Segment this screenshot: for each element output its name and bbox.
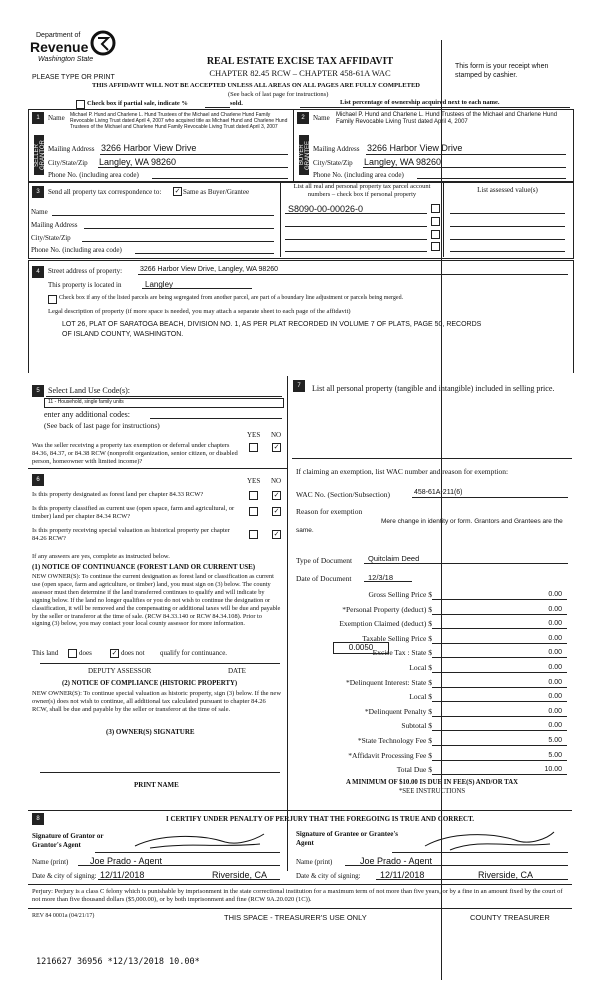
grantor-signature-icon xyxy=(130,828,270,854)
personal-property-checkbox-1[interactable] xyxy=(431,204,440,213)
logo-line2: Revenue xyxy=(30,39,89,55)
section-3-badge: 3 xyxy=(32,186,44,198)
land-use-code: 11 - Household, single family units xyxy=(48,399,124,405)
grantee-sig-label: Signature of Grantee or Grantee's Agent xyxy=(296,830,399,847)
personal-property-checkbox-2[interactable] xyxy=(431,217,440,226)
grantor-city: Riverside, CA xyxy=(212,870,268,880)
tax-row-label: Exemption Claimed (deduct) $ xyxy=(339,619,432,629)
buyer-side-label: BUYER GRANTEE xyxy=(299,135,309,175)
certify-title: I CERTIFY UNDER PENALTY OF PERJURY THAT THE FOREGOING IS TRUE AND CORRECT. xyxy=(165,815,474,823)
compliance-title: (2) NOTICE OF COMPLIANCE (HISTORIC PROPERTY) xyxy=(62,680,238,687)
tax-row-label: Local $ xyxy=(409,663,432,672)
tax-row-value: 0.00 xyxy=(548,605,562,613)
form-chapter: CHAPTER 82.45 RCW – CHAPTER 458-61A WAC xyxy=(209,68,391,78)
grantee-print-name: Joe Prado - Agent xyxy=(360,856,433,866)
same-as-buyer-checkbox[interactable]: ✓ xyxy=(174,187,181,195)
receipt-note: This form is your receipt when stamped by cashier. xyxy=(455,63,549,79)
forest-q2-no[interactable]: ✓ xyxy=(273,507,280,515)
tax-row-label: Total Due $ xyxy=(396,765,432,775)
buyer-mailing: 3266 Harbor View Drive xyxy=(367,143,463,153)
tax-row-label: Excise Tax : State $ xyxy=(372,648,432,658)
tax-row-value: 0.00 xyxy=(548,649,562,657)
section-4-badge: 4 xyxy=(32,266,44,278)
tax-row-label: Subtotal $ xyxy=(401,721,432,731)
exemption-reason: Mere change in identity or form. Grantors and Grantees are the same. xyxy=(296,518,563,534)
partial-sale-label: Check box if partial sale, indicate % xyxy=(87,100,188,107)
tax-row-label: *Affidavit Processing Fee $ xyxy=(348,750,432,760)
section-property xyxy=(28,260,574,373)
section-1-badge: 1 xyxy=(32,112,44,124)
forest-q1-no[interactable]: ✓ xyxy=(273,491,280,499)
tax-row-label: Gross Selling Price $ xyxy=(368,590,432,599)
seller-name: Michael P. Hund and Charlene L. Hund Trustees of the Michael and Charlene Hund Family Revocable Living Trust dated April 4, 2007 who acquired title as Michael Hund and Charlene Hund Trustees of the Michael and Charlene Hund Family Revocable Living Trust dated April 3, 2007 xyxy=(70,112,288,130)
tax-row-value: 0.00 xyxy=(548,664,562,671)
see-instructions: *SEE INSTRUCTIONS xyxy=(398,788,466,795)
land-use-see-back: (See back of last page for instructions) xyxy=(44,421,160,430)
personal-property-label: List all personal property (tangible and intangible) included in selling price. xyxy=(312,384,555,393)
section-7-badge: 7 xyxy=(293,380,305,392)
tax-row-value: 0.00 xyxy=(548,634,562,642)
tax-row-label: *Personal Property (deduct) $ xyxy=(342,604,432,614)
does-checkbox[interactable] xyxy=(68,649,77,658)
ownership-note: List percentage of ownership acquired next to each name. xyxy=(340,99,500,106)
exemption-yes-checkbox[interactable] xyxy=(249,443,258,452)
exemption-no-checkbox[interactable]: ✓ xyxy=(273,443,280,451)
section-5-badge: 5 xyxy=(32,385,44,397)
tax-row-value: 0.00 xyxy=(548,620,562,628)
document-type: Quitclaim Deed xyxy=(368,554,420,563)
dor-logo xyxy=(30,30,120,70)
grantee-date: 12/11/2018 xyxy=(380,870,425,880)
tax-row-value: 0.00 xyxy=(548,678,562,686)
exemption-claim-label: If claiming an exemption, list WAC number and reason for exemption: xyxy=(296,467,509,476)
buyer-name: Michael P. Hund and Charlene L. Hund Trustees of the Michael and Charlene Hund Family Revocable Living Trust dated April 4, 2007 xyxy=(336,112,558,125)
logo-mark-icon xyxy=(90,30,116,56)
property-located: Langley xyxy=(145,280,174,289)
forest-q1: Is this property designated as forest land per chapter 84.33 RCW? xyxy=(32,491,204,498)
document-date: 12/3/18 xyxy=(368,573,394,582)
personal-property-checkbox-4[interactable] xyxy=(431,242,440,251)
legal-label: Legal description of property (if more space is needed, you may attach a separate sheet to each page of the affidavit) xyxy=(48,308,351,315)
forest-q2-yes[interactable] xyxy=(249,507,258,516)
tax-row-label: Local $ xyxy=(409,692,432,702)
segregated-label: Check box if any of the listed parcels are being segregated from another parcel, are part of a boundary line adjustment or parcels being merged. xyxy=(59,295,404,301)
grantor-date: 12/11/2018 xyxy=(100,870,145,880)
does-not-checkbox[interactable]: ✓ xyxy=(111,649,118,657)
corr-label: Send all property tax correspondence to: xyxy=(48,188,162,196)
local-rate: 0.0050 xyxy=(348,643,374,652)
tax-row-value: 0.00 xyxy=(548,722,562,730)
deputy-date: DATE xyxy=(228,667,246,675)
see-back-top: (See back of last page for instructions) xyxy=(228,91,329,98)
please-type: PLEASE TYPE OR PRINT xyxy=(32,74,115,81)
section-2-badge: 2 xyxy=(297,112,309,124)
print-name-label: PRINT NAME xyxy=(134,781,179,789)
forest-q2: Is this property classified as current use (open space, farm and agricultural, or timber) land per chapter 84.34 RCW? xyxy=(32,505,235,520)
form-title: REAL ESTATE EXCISE TAX AFFIDAVIT xyxy=(206,56,394,67)
grantor-print-name: Joe Prado - Agent xyxy=(90,856,163,866)
grantee-city: Riverside, CA xyxy=(478,870,534,880)
property-street: 3266 Harbor View Drive, Langley, WA 98260 xyxy=(140,266,279,273)
seller-city: Langley, WA 98260 xyxy=(99,157,177,167)
land-use-select[interactable] xyxy=(44,398,284,408)
segregated-checkbox[interactable] xyxy=(48,295,57,304)
tax-row-label: *Delinquent Penalty $ xyxy=(364,706,432,716)
local-rate-box xyxy=(333,642,389,654)
deputy-assessor: DEPUTY ASSESSOR xyxy=(88,667,152,675)
partial-sale-checkbox[interactable] xyxy=(76,100,85,109)
owner-signature-label: (3) OWNER(S) SIGNATURE xyxy=(106,728,195,736)
tax-row-label: Taxable Selling Price $ xyxy=(362,633,432,643)
tax-row-value: 0.00 xyxy=(548,693,562,701)
continuance-text: NEW OWNER(S): To continue the current designation as forest land or classification as current use (open space, farm and agriculture, or timber) land, you must sign on (3) below. The county assessor must then determine if the land transferred continues to qualify and will indicate by signing below. If the land no longer qualifies or you do not wish to continue the designation or classification, it will be removed and the compensating or additional taxes will be due and payable by the seller or transferor at the time of sale. (RCW 84.33.140 or RCW 84.34.108). Prior to signing (3) below, you may contact your local county assessor for more information. xyxy=(32,573,281,628)
wac-number: 458-61A-211(6) xyxy=(414,489,463,496)
exemption-question: Was the seller receiving a property tax exemption or deferral under chapters 84.36, 84.37, or 84.38 RCW (nonprofit organization, senior citizen, or disabled person, homeowner with limited income)? xyxy=(32,442,238,465)
buyer-city: Langley, WA 98260 xyxy=(364,157,442,167)
assessed-header: List assessed value(s) xyxy=(477,186,538,194)
minimum-notice: A MINIMUM OF $10.00 IS DUE IN FEE(S) AND/OR TAX xyxy=(345,779,519,786)
tax-row-value: 0.00 xyxy=(548,707,562,715)
forest-q3-no[interactable]: ✓ xyxy=(273,530,280,538)
forest-q1-yes[interactable] xyxy=(249,491,258,500)
forest-q3-yes[interactable] xyxy=(249,530,258,539)
section-6-badge: 6 xyxy=(32,474,44,486)
seller-side-label: SELLER GRANTOR xyxy=(34,135,44,175)
if-any-yes: If any answers are yes, complete as instructed below. xyxy=(32,553,170,560)
warning-text: THIS AFFIDAVIT WILL NOT BE ACCEPTED UNLESS ALL AREAS ON ALL PAGES ARE FULLY COMPLETED xyxy=(92,82,420,89)
county-treasurer: COUNTY TREASURER xyxy=(470,913,550,922)
grantor-sig-label: Signature of Grantor or Grantor's Agent xyxy=(32,832,104,849)
tax-row-value: 10.00 xyxy=(544,766,562,774)
logo-line3: Washington State xyxy=(38,56,94,63)
legal-description: LOT 26, PLAT OF SARATOGA BEACH, DIVISION NO. 1, AS PER PLAT RECORDED IN VOLUME 7 OF PLATS, PAGE 50, RECORDS OF ISLAND COUNTY, WASHINGTON. xyxy=(62,321,482,338)
logo-line1: Department of xyxy=(36,32,81,39)
tax-row-value: 5.00 xyxy=(548,737,562,744)
perjury-notice: Perjury: Perjury is a class C felony which is punishable by imprisonment in the state correctional institution for a maximum term of not more than five years, or by a fine in an amount fixed by the court of not more than five thousand dollars ($5,000.00), or by both imprisonment and fine (RCW 9A.20.020 (1C)). xyxy=(32,888,563,903)
tax-row-value: 0.00 xyxy=(548,591,562,598)
parcel-header: List all real and personal property tax parcel account numbers – check box if personal property xyxy=(293,183,431,198)
land-use-label: Select Land Use Code(s): xyxy=(48,386,130,395)
treasurer-space: THIS SPACE - TREASURER'S USE ONLY xyxy=(224,913,367,922)
continuance-title: (1) NOTICE OF CONTINUANCE (FOREST LAND OR CURRENT USE) xyxy=(32,563,256,571)
receipt-stamp: 1216627 36956 *12/13/2018 10.00* xyxy=(36,957,200,967)
forest-q3: Is this property receiving special valuation as historical property per chapter 84.26 RCW? xyxy=(32,527,230,542)
tax-row-label: *Delinquent Interest: State $ xyxy=(345,677,432,687)
section-8-badge: 8 xyxy=(32,813,44,825)
compliance-text: NEW OWNER(S): To continue special valuation as historic property, sign (3) below. If the new owner(s) does not wish to continue, all additional tax calculated pursuant to chapter 84.26 RCW, shall be due and payable by the seller or transferor at the time of sale. xyxy=(32,690,282,713)
tax-row-label: *State Technology Fee $ xyxy=(357,736,432,745)
tax-row-value: 5.00 xyxy=(548,751,562,759)
additional-codes-label: enter any additional codes: xyxy=(44,410,130,419)
seller-mailing: 3266 Harbor View Drive xyxy=(101,143,197,153)
sold-label: sold. xyxy=(230,100,243,107)
form-revision: REV 84 0001a (04/21/17) xyxy=(32,913,95,919)
parcel-number: S8090-00-00026-0 xyxy=(288,204,364,214)
personal-property-checkbox-3[interactable] xyxy=(431,230,440,239)
